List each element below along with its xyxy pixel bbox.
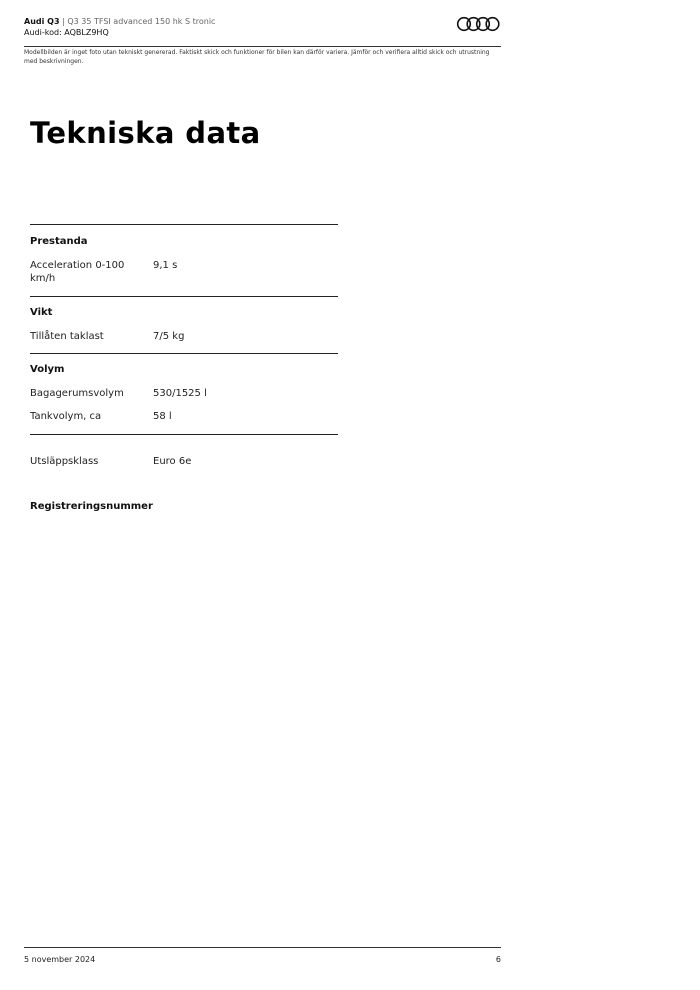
section-divider	[30, 296, 338, 297]
section-divider	[30, 434, 338, 435]
spec-value-tankvolym: 58 l	[153, 411, 172, 422]
spec-label-bagagerum: Bagagerumsvolym	[30, 388, 124, 399]
footer-date: 5 november 2024	[24, 955, 96, 964]
header-audi-code: Audi-kod: AQBLZ9HQ	[24, 28, 109, 37]
header-divider	[24, 46, 501, 47]
page-title: Tekniska data	[30, 116, 261, 150]
page-header	[24, 16, 501, 38]
section-title-volym: Volym	[30, 364, 65, 375]
header-model: Audi Q3	[24, 17, 60, 26]
header-separator: |	[62, 17, 65, 26]
spec-value-bagagerum: 530/1525 l	[153, 388, 207, 399]
spec-label-tankvolym: Tankvolym, ca	[30, 411, 102, 422]
header-variant: Q3 35 TFSI advanced 150 hk S tronic	[67, 17, 216, 26]
spec-label-acceleration: Acceleration 0-100 km/h	[30, 260, 125, 284]
section-title-vikt: Vikt	[30, 307, 53, 318]
disclaimer-text: Modellbilden är inget foto utan tekniskt genererad. Faktiskt skick och funktioner för bilen kan därför variera. Jämför och verifiera alltid skick och utrustning med beskrivningen.	[24, 49, 490, 65]
footer-divider	[24, 947, 501, 948]
spec-label-taklast: Tillåten taklast	[30, 331, 104, 342]
section-divider	[30, 224, 338, 225]
page-number: 6	[495, 955, 501, 964]
spec-label-utslappsklass: Utsläppsklass	[30, 456, 99, 467]
section-title-prestanda: Prestanda	[30, 236, 88, 247]
spec-value-taklast: 7/5 kg	[153, 331, 185, 342]
section-title-registreringsnummer: Registreringsnummer	[30, 501, 153, 512]
section-divider	[30, 353, 338, 354]
spec-value-acceleration: 9,1 s	[153, 260, 178, 271]
audi-rings-logo-icon	[456, 16, 501, 32]
header-model-line	[24, 16, 501, 27]
spec-value-utslappsklass: Euro 6e	[153, 456, 192, 467]
